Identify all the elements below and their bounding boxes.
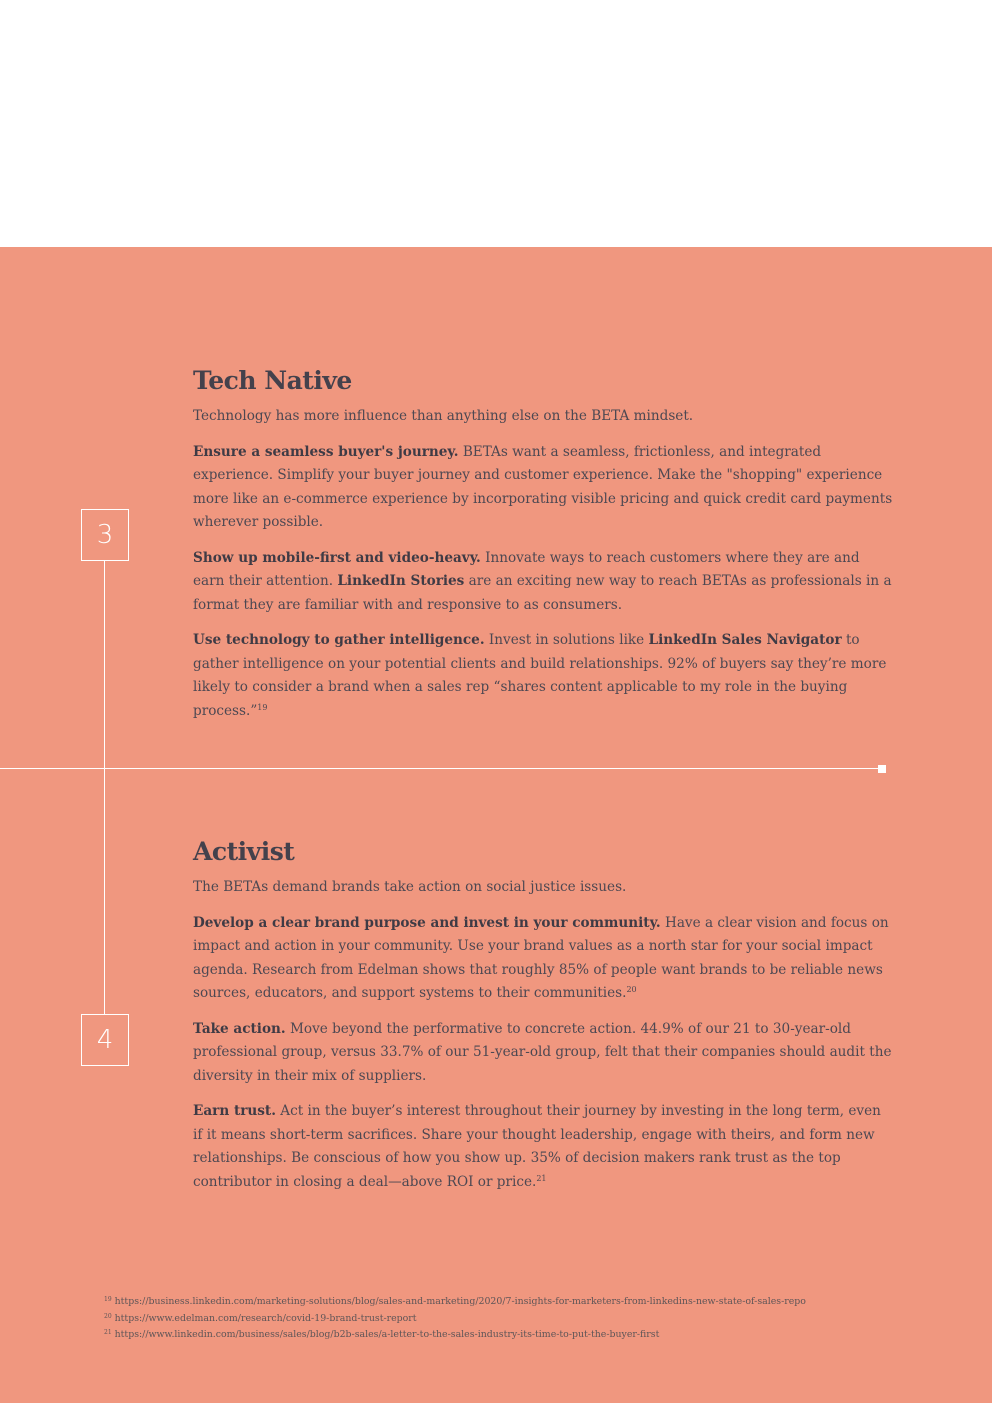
paragraph-body: BETAs want a seamless, frictionless, and integrated experience. Simplify your buyer journey and customer experience. Make the "shopping" experience more like an e-commerce experience by incorporating visible pricing and quick credit card payments wherever possible. — [193, 443, 893, 530]
activist-section — [193, 837, 893, 1206]
paragraph-seamless-journey — [193, 441, 893, 535]
paragraph-earn-trust — [193, 1100, 893, 1194]
paragraph-lead: Ensure a seamless buyer's journey. — [193, 443, 459, 460]
footnote-url[interactable]: https://business.linkedin.com/marketing-solutions/blog/sales-and-marketing/2020/7-insights-for-marketers-from-linkedins-new-state-of-sales-repo — [114, 1296, 806, 1307]
linkedin-stories-link[interactable]: LinkedIn Stories — [337, 573, 465, 589]
paragraph-mobile-first — [193, 547, 893, 618]
section-intro: Technology has more influence than anything else on the BETA mindset. — [193, 408, 694, 424]
paragraph-take-action — [193, 1018, 893, 1089]
footnote-number: 19 — [104, 1296, 112, 1303]
footnote-number: 21 — [104, 1329, 112, 1336]
paragraph-lead: Earn trust. — [193, 1103, 276, 1119]
footnote-number: 20 — [104, 1312, 112, 1320]
paragraph-brand-purpose — [193, 912, 893, 1006]
footnote-ref: 20 — [626, 985, 637, 994]
paragraph-body: Have a clear vision and focus on impact and action in your community. Use your brand values as a north star for your social impact agenda. Research from Edelman shows that roughly 85% of people want brands to be reliable news sources, educators, and support systems to their communities. — [193, 914, 889, 1001]
footnote-url[interactable]: https://www.edelman.com/research/covid-19-brand-trust-report — [114, 1312, 417, 1324]
section-title: Activist — [193, 837, 295, 866]
paragraph-body: to gather intelligence on your potential clients and build relationships. 92% of buyers say they’re more likely to consider a brand when a sales rep “shares content applicable to my role in the buying process.” — [193, 632, 887, 719]
footnote-item — [104, 1311, 806, 1328]
tech-native-section — [193, 366, 893, 735]
timeline-vertical-line — [104, 561, 105, 1014]
footnote-ref: 21 — [536, 1173, 547, 1183]
paragraph-body: Invest in solutions like — [484, 632, 649, 648]
footnote-item — [104, 1294, 806, 1311]
paragraph-lead: Use technology to gather intelligence. — [193, 632, 485, 648]
paragraph-lead: Develop a clear brand purpose and invest in your community. — [193, 914, 661, 931]
footnote-url[interactable]: https://www.linkedin.com/business/sales/blog/b2b-sales/a-letter-to-the-sales-industry-its-time-to-put-the-buyer-first — [114, 1329, 660, 1340]
paragraph-body: Move beyond the performative to concrete action. 44.9% of our 21 to 30-year-old professional group, versus 33.7% of our 51-year-old group, felt that their companies should audit the diversity in their mix of suppliers. — [193, 1020, 892, 1084]
section-number-4: 4 — [81, 1014, 129, 1066]
section-divider-line — [0, 768, 881, 769]
paragraph-lead: Show up mobile-first and video-heavy. — [193, 549, 481, 566]
footnotes — [104, 1294, 806, 1344]
section-number-3: 3 — [81, 509, 129, 561]
paragraph-body: Innovate ways to reach customers where they are and earn their attention. — [193, 549, 860, 589]
paragraph-gather-intelligence — [193, 629, 893, 723]
section-intro: The BETAs demand brands take action on social justice issues. — [193, 879, 627, 895]
section-title: Tech Native — [193, 366, 352, 395]
paragraph-lead: Take action. — [193, 1020, 286, 1037]
paragraph-body: are an exciting new way to reach BETAs as professionals in a format they are familiar with and responsive to as consumers. — [193, 573, 892, 613]
footnote-ref: 19 — [257, 702, 268, 712]
paragraph-body: Act in the buyer’s interest throughout their journey by investing in the long term, even if it means short-term sacrifices. Share your thought leadership, engage with theirs, and form new relationships. Be conscious of how you show up. 35% of decision makers rank trust as the top contributor in closing a deal—above ROI or price. — [193, 1103, 881, 1190]
divider-end-square — [878, 765, 886, 773]
sales-navigator-link[interactable]: LinkedIn Sales Navigator — [648, 632, 842, 648]
footnote-item — [104, 1327, 806, 1344]
